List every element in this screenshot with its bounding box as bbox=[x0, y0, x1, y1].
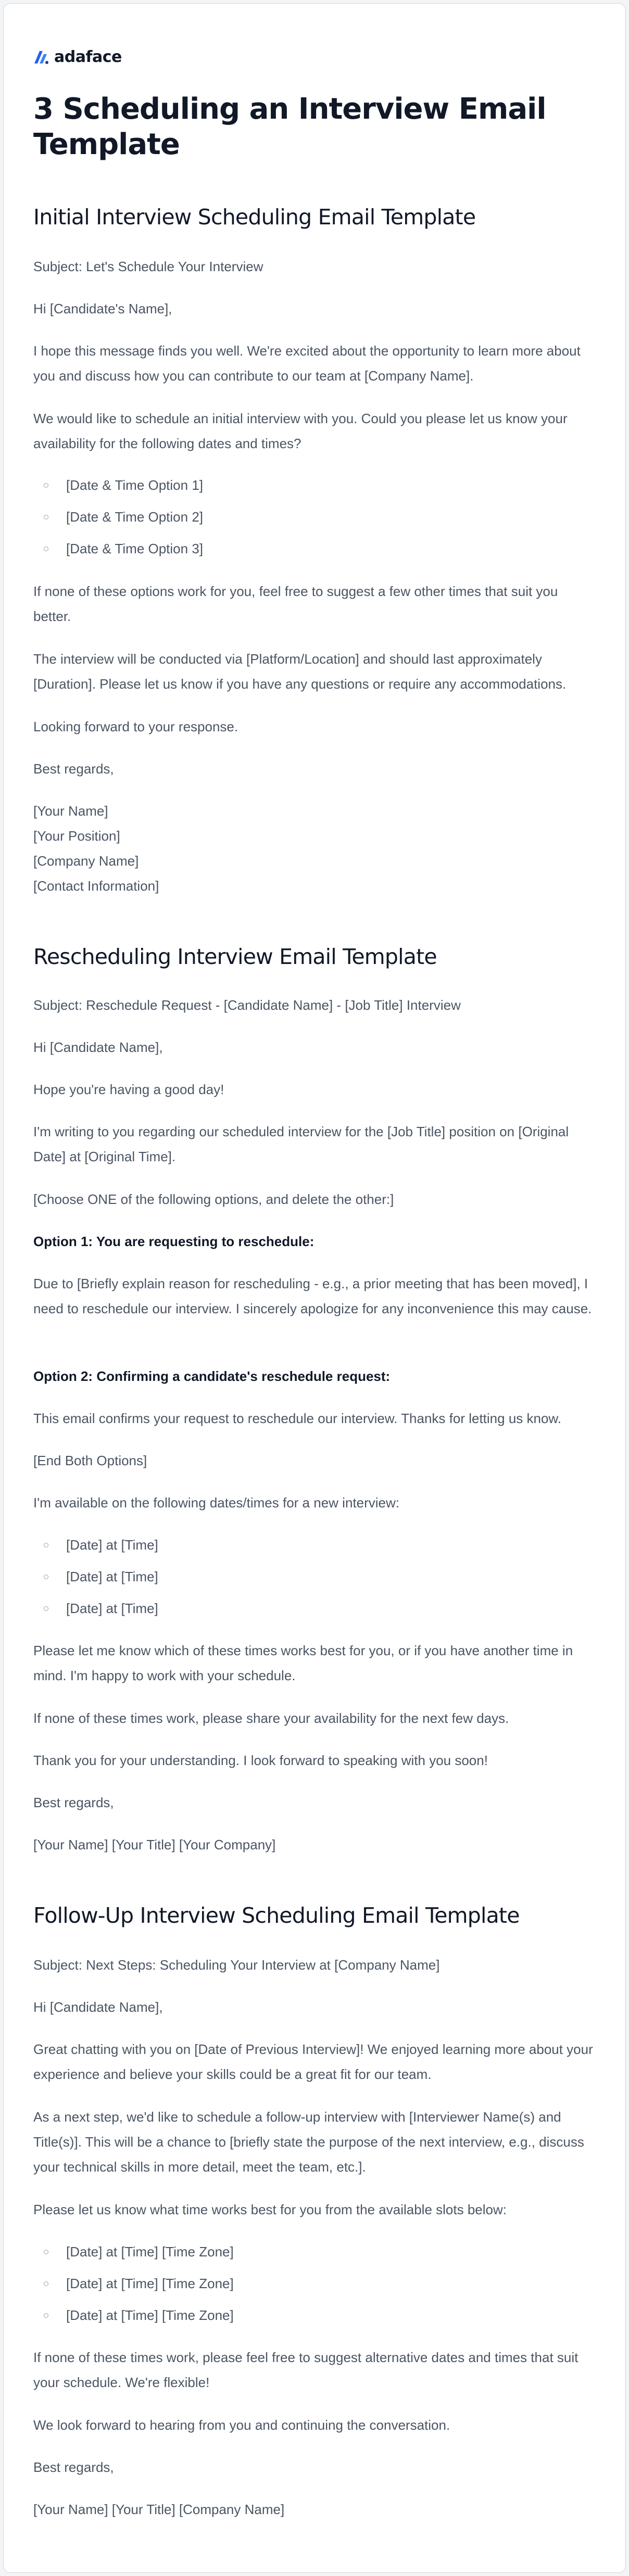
list-item bbox=[44, 2239, 234, 2264]
list-item-text: [Date] at [Time] bbox=[66, 1601, 158, 1616]
section-heading: Rescheduling Interview Email Template bbox=[33, 944, 437, 969]
list-item-text: [Date & Time Option 3] bbox=[66, 541, 204, 556]
email-paragraph: Looking forward to your response. bbox=[33, 719, 238, 734]
list-item-text: [Date] at [Time] bbox=[66, 1537, 158, 1553]
section-heading: Follow-Up Interview Scheduling Email Template bbox=[33, 1903, 520, 1928]
bullet-icon bbox=[44, 483, 48, 488]
email-paragraph: As a next step, we'd like to schedule a follow-up interview with [Interviewer Name(s) and Title(s)]. This will be a chance to [briefly state the purpose of the next interview, e.g., discuss your technical skills in more detail, meet the team, etc.]. bbox=[33, 2109, 584, 2175]
email-greeting: Hi [Candidate Name], bbox=[33, 1039, 163, 1055]
email-paragraph: Due to [Briefly explain reason for rescheduling - e.g., a prior meeting that has been moved], I need to reschedule our interview. I sincerely apologize for any inconvenience this may cause. bbox=[33, 1276, 592, 1316]
bullet-icon bbox=[44, 2313, 48, 2318]
list-item-text: [Date & Time Option 2] bbox=[66, 509, 204, 525]
email-greeting: Hi [Candidate's Name], bbox=[33, 301, 172, 316]
bullet-icon bbox=[44, 1543, 48, 1547]
list-item-text: [Date & Time Option 1] bbox=[66, 477, 204, 493]
email-paragraph: Please let us know what time works best for you from the available slots below: bbox=[33, 2202, 507, 2217]
option-heading: Option 2: Confirming a candidate's reschedule request: bbox=[33, 1368, 391, 1384]
bullet-icon bbox=[44, 1575, 48, 1579]
email-closing: Best regards, bbox=[33, 1795, 114, 1810]
email-subject: Subject: Next Steps: Scheduling Your Interview at [Company Name] bbox=[33, 1957, 440, 1973]
email-paragraph: We would like to schedule an initial interview with you. Could you please let us know your availability for the following dates and times? bbox=[33, 411, 568, 451]
initial-interview-section bbox=[33, 204, 596, 894]
email-paragraph: The interview will be conducted via [Platform/Location] and should last approximately [Duration]. Please let us know if you have any questions or require any accommodations. bbox=[33, 651, 567, 692]
email-paragraph: This email confirms your request to reschedule our interview. Thanks for letting us know. bbox=[33, 1411, 561, 1426]
email-paragraph: Great chatting with you on [Date of Previous Interview]! We enjoyed learning more about your experience and believe your skills could be a great fit for our team. bbox=[33, 2041, 593, 2082]
list-item bbox=[44, 2271, 234, 2296]
email-closing: Best regards, bbox=[33, 2459, 114, 2475]
email-subject: Subject: Let's Schedule Your Interview bbox=[33, 259, 263, 274]
bullet-icon bbox=[44, 547, 48, 551]
email-paragraph: [End Both Options] bbox=[33, 1453, 147, 1468]
email-paragraph: Thank you for your understanding. I look forward to speaking with you soon! bbox=[33, 1753, 488, 1768]
signature-line: [Contact Information] bbox=[33, 878, 159, 894]
bullet-icon bbox=[44, 2250, 48, 2254]
list-item-text: [Date] at [Time] [Time Zone] bbox=[66, 2307, 234, 2323]
email-greeting: Hi [Candidate Name], bbox=[33, 1999, 163, 2015]
list-item bbox=[44, 473, 203, 498]
email-paragraph: Hope you're having a good day! bbox=[33, 1082, 224, 1097]
list-item-text: [Date] at [Time] [Time Zone] bbox=[66, 2276, 234, 2291]
list-item bbox=[44, 1596, 158, 1621]
bullet-icon bbox=[44, 1606, 48, 1611]
email-subject: Subject: Reschedule Request - [Candidate Name] - [Job Title] Interview bbox=[33, 997, 461, 1013]
signature-line: [Your Name] [Your Title] [Your Company] bbox=[33, 1837, 276, 1852]
email-paragraph: I'm available on the following dates/times for a new interview: bbox=[33, 1495, 399, 1511]
list-item bbox=[44, 504, 203, 529]
list-item bbox=[44, 1532, 158, 1557]
email-closing: Best regards, bbox=[33, 761, 114, 777]
email-paragraph: We look forward to hearing from you and continuing the conversation. bbox=[33, 2417, 450, 2433]
logo-text: adaface bbox=[54, 48, 122, 66]
list-item-text: [Date] at [Time] bbox=[66, 1569, 158, 1584]
email-paragraph: Please let me know which of these times works best for you, or if you have another time in mind. I'm happy to work with your schedule. bbox=[33, 1643, 573, 1683]
list-item bbox=[44, 2303, 234, 2328]
list-item bbox=[44, 1564, 158, 1589]
signature-line: [Your Name] [Your Title] [Company Name] bbox=[33, 2502, 285, 2517]
option-heading: Option 1: You are requesting to reschedule: bbox=[33, 1234, 314, 1249]
list-item bbox=[44, 536, 203, 561]
email-paragraph: If none of these times work, please feel free to suggest alternative dates and times that suit your schedule. We're flexible! bbox=[33, 2350, 578, 2390]
page-title: 3 Scheduling an Interview Email Template bbox=[33, 92, 546, 161]
email-paragraph: I'm writing to you regarding our scheduled interview for the [Job Title] position on [Original Date] at [Original Time]. bbox=[33, 1124, 569, 1164]
section-heading: Initial Interview Scheduling Email Template bbox=[33, 205, 476, 230]
bullet-icon bbox=[44, 2281, 48, 2286]
email-paragraph: If none of these options work for you, feel free to suggest a few other times that suit you better. bbox=[33, 583, 558, 624]
adaface-logo-icon bbox=[32, 49, 50, 66]
signature-line: [Your Name] bbox=[33, 803, 108, 819]
email-paragraph: [Choose ONE of the following options, and delete the other:] bbox=[33, 1191, 394, 1207]
email-paragraph: If none of these times work, please share your availability for the next few days. bbox=[33, 1710, 509, 1726]
list-item-text: [Date] at [Time] [Time Zone] bbox=[66, 2244, 234, 2260]
follow-up-interview-section bbox=[33, 1902, 596, 2517]
rescheduling-interview-section bbox=[33, 944, 596, 1852]
bullet-icon bbox=[44, 515, 48, 519]
signature-line: [Company Name] bbox=[33, 853, 139, 869]
email-paragraph: I hope this message finds you well. We're excited about the opportunity to learn more about you and discuss how you can contribute to our team at [Company Name]. bbox=[33, 343, 581, 384]
adaface-logo[interactable] bbox=[32, 48, 122, 66]
signature-line: [Your Position] bbox=[33, 828, 120, 844]
